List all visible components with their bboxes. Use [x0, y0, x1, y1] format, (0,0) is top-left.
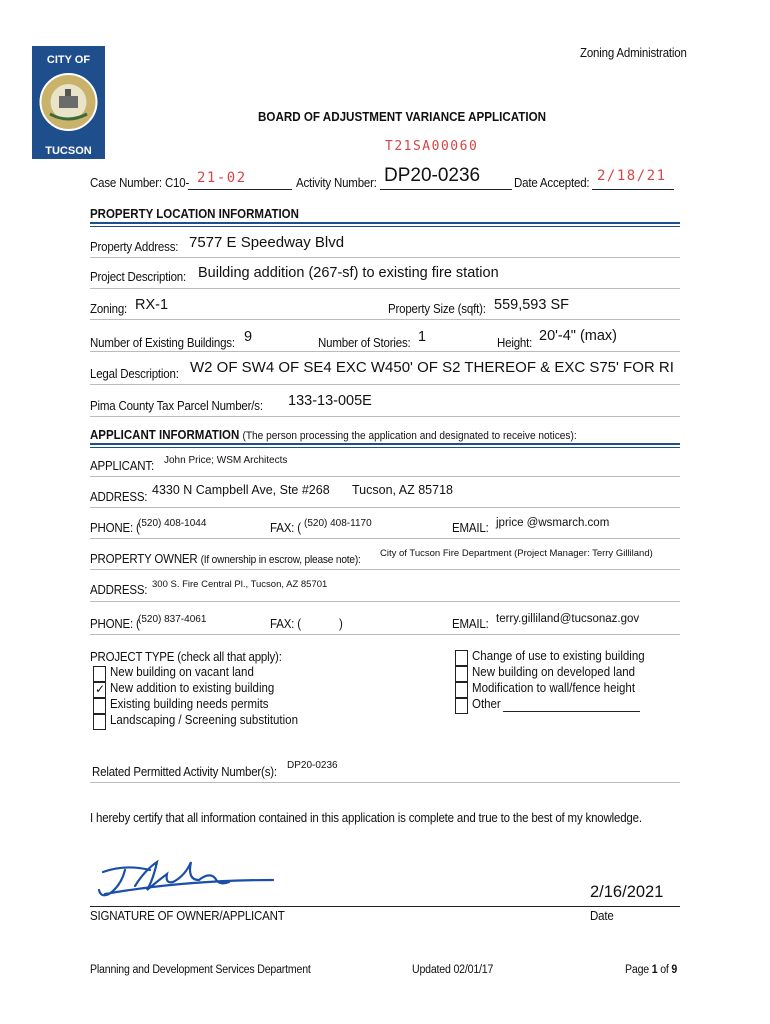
- property-owner-note: (If ownership in escrow, please note):: [200, 554, 361, 566]
- footer-updated: Updated 02/01/17: [412, 964, 494, 976]
- left-option-label-1: New building on vacant land: [110, 665, 254, 679]
- left-checkbox-3[interactable]: [93, 698, 106, 714]
- right-checkbox-4[interactable]: [455, 698, 468, 714]
- logo-line1: CITY OF: [46, 54, 91, 66]
- zoning-value[interactable]: RX-1: [135, 297, 169, 313]
- page-total: 9: [671, 964, 678, 976]
- height-value[interactable]: 20'-4" (max): [539, 328, 618, 344]
- owner-address-value[interactable]: 300 S. Fire Central Pl., Tucson, AZ 85701: [152, 579, 328, 590]
- left-checkbox-4[interactable]: [93, 714, 106, 730]
- activity-number-value[interactable]: DP20-0236: [384, 165, 481, 186]
- tax-parcel-label: Pima County Tax Parcel Number/s:: [90, 399, 263, 413]
- property-size-label: Property Size (sqft):: [388, 302, 486, 316]
- stamp-number: T21SA00060: [385, 139, 479, 154]
- form-title: BOARD OF ADJUSTMENT VARIANCE APPLICATION: [258, 110, 547, 124]
- project-description-value[interactable]: Building addition (267-sf) to existing fire station: [198, 265, 499, 281]
- applicant-email-label: EMAIL:: [452, 521, 489, 535]
- existing-buildings-value[interactable]: 9: [244, 329, 253, 345]
- owner-phone-value[interactable]: (520) 837-4061: [138, 614, 207, 625]
- page-current: 1: [651, 964, 658, 976]
- right-option-label-3: Modification to wall/fence height: [472, 681, 636, 695]
- logo-line2: TUCSON: [45, 145, 92, 157]
- applicant-address-label: ADDRESS:: [90, 490, 148, 504]
- left-option-label-2: New addition to existing building: [110, 681, 275, 695]
- stories-value[interactable]: 1: [418, 329, 427, 345]
- page-of: of: [660, 964, 669, 976]
- left-option-label-4: Landscaping / Screening substitution: [110, 713, 298, 727]
- tax-parcel-value[interactable]: 133-13-005E: [288, 393, 372, 409]
- signature-date-value[interactable]: 2/16/2021: [590, 883, 664, 901]
- case-number-label: Case Number: C10-: [90, 176, 190, 190]
- applicant-fax-value[interactable]: (520) 408-1170: [304, 518, 372, 529]
- property-owner-label: PROPERTY OWNER: [90, 552, 198, 566]
- date-accepted-label: Date Accepted:: [514, 176, 590, 190]
- applicant-address-value[interactable]: 4330 N Campbell Ave, Ste #268: [152, 483, 330, 497]
- existing-buildings-label: Number of Existing Buildings:: [90, 336, 235, 350]
- right-option-label-1: Change of use to existing building: [472, 649, 645, 663]
- applicant-label: APPLICANT:: [90, 459, 154, 473]
- property-owner-heading: [90, 552, 361, 566]
- signature-icon: [95, 850, 275, 905]
- property-owner-value[interactable]: City of Tucson Fire Department (Project Manager: Terry Gilliland): [380, 548, 653, 559]
- section-divider: [90, 222, 680, 224]
- applicant-email-value[interactable]: jprice @wsmarch.com: [496, 517, 610, 529]
- owner-email-value[interactable]: terry.gilliland@tucsonaz.gov: [496, 613, 640, 625]
- owner-fax-close: ): [339, 617, 343, 631]
- department-header: Zoning Administration: [580, 46, 687, 60]
- applicant-phone-label: PHONE: (: [90, 521, 140, 535]
- date-accepted-value[interactable]: 2/18/21: [597, 168, 667, 184]
- property-address-label: Property Address:: [90, 240, 179, 254]
- right-checkbox-1[interactable]: [455, 650, 468, 666]
- legal-description-value[interactable]: W2 OF SW4 OF SE4 EXC W450' OF S2 THEREOF & EXC S75' FOR RI: [190, 359, 674, 376]
- related-activity-label: Related Permitted Activity Number(s):: [92, 765, 277, 779]
- right-checkbox-3[interactable]: [455, 682, 468, 698]
- applicant-signature[interactable]: [95, 850, 275, 905]
- applicant-section-title: APPLICANT INFORMATION: [90, 428, 240, 442]
- project-type-heading: PROJECT TYPE (check all that apply):: [90, 650, 282, 664]
- city-seal-icon: [32, 46, 105, 159]
- left-checkbox-2[interactable]: [93, 682, 106, 698]
- right-option-label-4: Other: [472, 697, 501, 711]
- applicant-section-note: (The person processing the application and designated to receive notices):: [242, 430, 577, 442]
- applicant-value[interactable]: John Price; WSM Architects: [164, 455, 288, 466]
- certification-text: I hereby certify that all information contained in this application is complete and true to the best of my knowledge.: [90, 811, 642, 825]
- right-checkbox-2[interactable]: [455, 666, 468, 682]
- city-of-tucson-logo: [32, 46, 105, 159]
- page-prefix: Page: [625, 964, 649, 976]
- applicant-section-heading: [90, 428, 577, 442]
- related-activity-value[interactable]: DP20-0236: [287, 760, 338, 771]
- case-number-value[interactable]: 21-02: [197, 170, 247, 186]
- right-option-label-2: New building on developed land: [472, 665, 636, 679]
- property-section-title: PROPERTY LOCATION INFORMATION: [90, 207, 299, 221]
- left-option-label-3: Existing building needs permits: [110, 697, 269, 711]
- applicant-fax-label: FAX: (: [270, 521, 301, 535]
- height-label: Height:: [497, 336, 533, 350]
- property-address-value[interactable]: 7577 E Speedway Blvd: [189, 234, 345, 251]
- owner-fax-label: FAX: (: [270, 617, 301, 631]
- left-checkbox-1[interactable]: [93, 666, 106, 682]
- project-description-label: Project Description:: [90, 270, 187, 284]
- page-indicator: [625, 964, 677, 976]
- owner-email-label: EMAIL:: [452, 617, 489, 631]
- applicant-phone-value[interactable]: (520) 408-1044: [138, 518, 207, 529]
- property-size-value[interactable]: 559,593 SF: [494, 297, 569, 313]
- stories-label: Number of Stories:: [318, 336, 411, 350]
- owner-phone-label: PHONE: (: [90, 617, 140, 631]
- zoning-label: Zoning:: [90, 302, 128, 316]
- activity-number-label: Activity Number:: [296, 176, 377, 190]
- checkmark-icon: ✓: [95, 682, 106, 696]
- applicant-city-value[interactable]: Tucson, AZ 85718: [352, 483, 453, 497]
- owner-address-label: ADDRESS:: [90, 583, 148, 597]
- signature-label: SIGNATURE OF OWNER/APPLICANT: [90, 909, 285, 923]
- footer-department: Planning and Development Services Department: [90, 964, 311, 976]
- date-label: Date: [590, 909, 614, 923]
- legal-description-label: Legal Description:: [90, 367, 179, 381]
